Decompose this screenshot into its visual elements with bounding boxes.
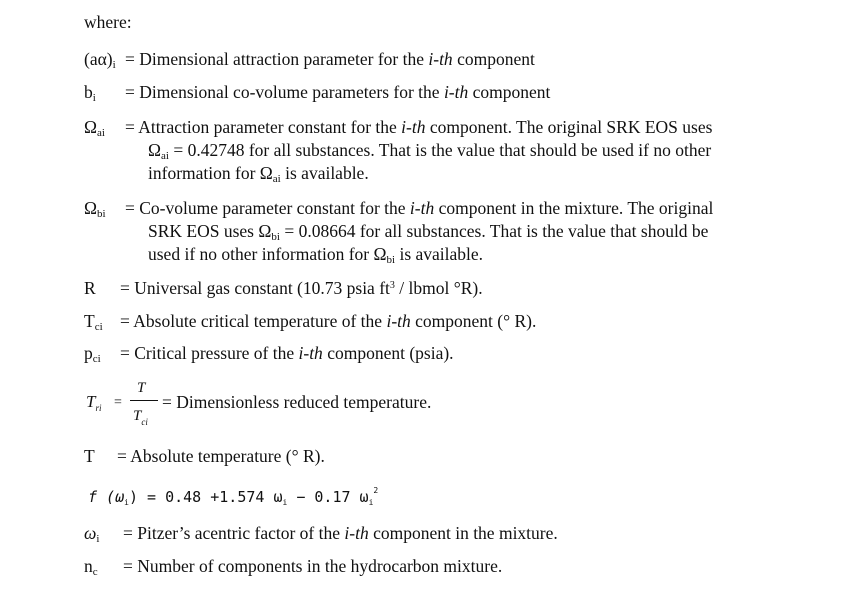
definition-omega-a-line3: information for Ωai is available.	[148, 163, 369, 185]
symbol-Tc: Tci	[84, 311, 103, 333]
symbol-T: T	[84, 446, 95, 466]
definition-Tc: = Absolute critical temperature of the i-th component (° R).	[120, 311, 537, 331]
definition-omega-a-line1: = Attraction parameter constant for the i-th component. The original SRK EOS uses	[125, 117, 713, 137]
definition-omega-b-line2: SRK EOS uses Ωbi = 0.08664 for all substances. That is the value that should be	[148, 221, 709, 243]
fraction-numerator: T	[137, 380, 146, 396]
definition-Tr: = Dimensionless reduced temperature.	[162, 392, 432, 412]
definition-omega-b-line3: used if no other information for Ωbi is available.	[148, 244, 484, 266]
symbol-b: bi	[84, 82, 96, 104]
definition-T: = Absolute temperature (° R).	[117, 446, 325, 466]
symbol-a-alpha: (aα)i	[84, 49, 116, 71]
symbol-pc: pci	[84, 343, 101, 365]
symbol-Tr: $T_{ri}$	[86, 392, 102, 413]
definition-b: = Dimensional co-volume parameters for the i-th component	[125, 82, 551, 102]
symbol-nc: nc	[84, 556, 98, 578]
symbol-omega-i: ωi	[84, 523, 100, 545]
definition-pc: = Critical pressure of the i-th component (psia).	[120, 343, 454, 363]
fraction-bar	[130, 400, 158, 401]
f-omega-equation: f $(\omega_i) = 0.48 +1.574$ $\omega_i - 0.17$ $\omega_i^2$	[88, 486, 379, 507]
definition-omega-b-line1: = Co-volume parameter constant for the i-th component in the mixture. The original	[125, 198, 714, 218]
symbol-omega-b: Ωbi	[84, 198, 106, 220]
where-label: where:	[84, 12, 132, 32]
definition-a-alpha: = Dimensional attraction parameter for the i-th component	[125, 49, 535, 69]
definition-nc: = Number of components in the hydrocarbon mixture.	[123, 556, 503, 576]
equals-sign: =	[114, 395, 122, 410]
fraction-denominator: $T_{ci}$	[133, 408, 148, 427]
definition-omega-i: = Pitzer’s acentric factor of the i-th component in the mixture.	[123, 523, 558, 543]
definition-R: = Universal gas constant (10.73 psia $ft^3$ / lbmol °R).	[120, 278, 483, 298]
symbol-omega-a: Ωai	[84, 117, 105, 139]
symbol-R: R	[84, 278, 96, 298]
definition-omega-a-line2: Ωai = 0.42748 for all substances. That is the value that should be used if no other	[148, 140, 712, 162]
